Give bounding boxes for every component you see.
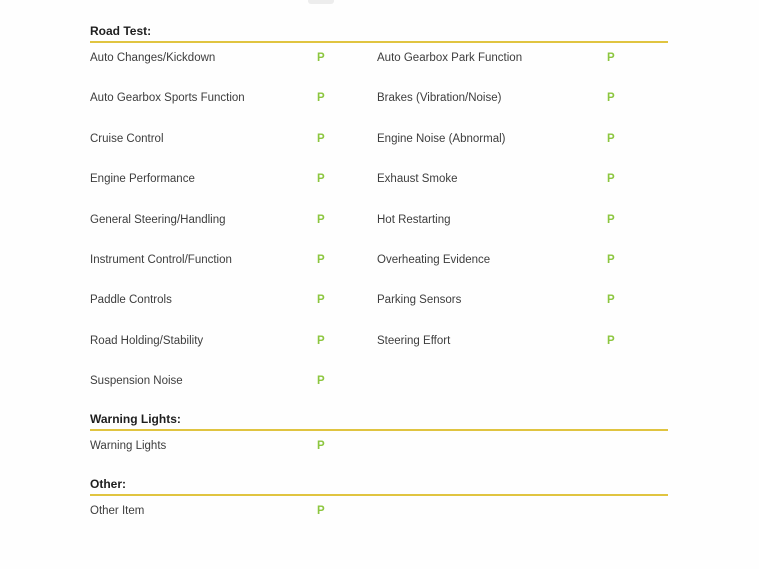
item-label: Brakes (Vibration/Noise) bbox=[377, 92, 502, 105]
item-label: Auto Changes/Kickdown bbox=[90, 52, 216, 64]
item-label: Parking Sensors bbox=[377, 294, 462, 307]
item-label: Instrument Control/Function bbox=[90, 253, 232, 266]
item-status-pass: P bbox=[607, 92, 616, 105]
item-label: Exhaust Smoke bbox=[377, 173, 458, 186]
item-status-pass: P bbox=[607, 253, 616, 266]
checklist-content bbox=[90, 0, 668, 536]
section-items-grid bbox=[90, 431, 668, 471]
section-items-grid bbox=[90, 496, 668, 536]
item-status-pass: P bbox=[317, 173, 326, 186]
item-status-pass: P bbox=[317, 504, 326, 517]
item-status-pass: P bbox=[607, 52, 616, 64]
item-label: Overheating Evidence bbox=[377, 253, 491, 266]
item-status-pass: P bbox=[317, 294, 326, 307]
item-status-pass: P bbox=[317, 253, 326, 266]
item-label: General Steering/Handling bbox=[90, 213, 226, 226]
item-label: Auto Gearbox Sports Function bbox=[90, 92, 245, 105]
item-label: Auto Gearbox Park Function bbox=[377, 52, 523, 64]
item-status-pass: P bbox=[607, 294, 616, 307]
item-status-pass: P bbox=[607, 334, 616, 347]
section-title: Road Test: bbox=[90, 24, 668, 43]
section-title: Warning Lights: bbox=[90, 412, 668, 431]
item-status-pass: P bbox=[317, 132, 326, 145]
item-label: Other Item bbox=[90, 504, 145, 517]
item-status-pass: P bbox=[317, 213, 326, 226]
item-label: Hot Restarting bbox=[377, 213, 451, 226]
item-label: Warning Lights bbox=[90, 439, 167, 452]
item-label: Engine Performance bbox=[90, 173, 195, 186]
item-label: Suspension Noise bbox=[90, 375, 183, 388]
item-label: Steering Effort bbox=[377, 334, 451, 347]
section-title: Other: bbox=[90, 477, 668, 496]
item-label: Road Holding/Stability bbox=[90, 334, 204, 347]
item-status-pass: P bbox=[317, 92, 326, 105]
item-status-pass: P bbox=[607, 213, 616, 226]
section-items-grid bbox=[90, 43, 668, 407]
item-status-pass: P bbox=[317, 375, 326, 388]
item-label: Cruise Control bbox=[90, 132, 164, 145]
item-label: Paddle Controls bbox=[90, 294, 172, 307]
item-status-pass: P bbox=[317, 52, 326, 64]
item-status-pass: P bbox=[317, 439, 326, 452]
item-status-pass: P bbox=[317, 334, 326, 347]
item-label: Engine Noise (Abnormal) bbox=[377, 132, 506, 145]
item-status-pass: P bbox=[607, 173, 616, 186]
item-status-pass: P bbox=[607, 132, 616, 145]
